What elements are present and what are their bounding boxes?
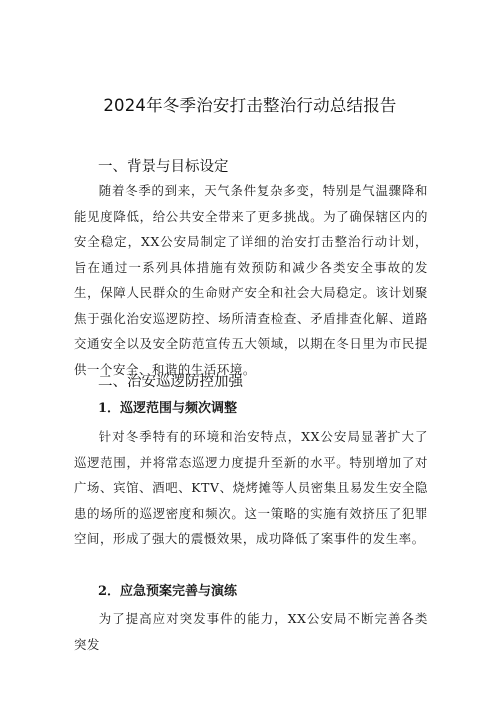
- section-heading-background: 一、背景与目标设定: [98, 159, 229, 175]
- section-heading-patrol: 二、治安巡逻防控加强: [98, 374, 243, 390]
- document-title: 2024年冬季治安打击整治行动总结报告: [103, 96, 397, 115]
- subsection-paragraph-patrol-scope: 针对冬季特有的环境和治安特点，XX公安局显著扩大了巡逻范围，并将常态巡逻力度提升至新的水平。特别增加了对广场、宾馆、酒吧、KTV、烧烤摊等人员密集且易发生安全隐患的场所的巡逻密度和频次。这一策略的实施有效挤压了犯罪空间，形成了强大的震慑效果，成功降低了案事件的发生率。: [74, 429, 428, 546]
- section-paragraph-background: 随着冬季的到来，天气条件复杂多变，特别是气温骤降和能见度降低，给公共安全带来了更多挑战。为了确保辖区内的安全稳定，XX公安局制定了详细的治安打击整治行动计划，旨在通过一系列具体措施有效预防和减少各类安全事故的发生，保障人民群众的生命财产安全和社会大局稳定。该计划聚焦于强化治安巡逻防控、场所清查检查、矛盾排查化解、道路交通安全以及安全防范宣传五大领域，以期在冬日里为市民提供一个安全、和谐的生活环境。: [74, 183, 428, 377]
- subsection-heading-emergency-plan: 2．应急预案完善与演练: [98, 584, 238, 599]
- subsection-heading-patrol-scope: 1．巡逻范围与频次调整: [98, 401, 238, 416]
- subsection-paragraph-emergency-plan: 为了提高应对突发事件的能力，XX公安局不断完善各类突发: [74, 611, 428, 652]
